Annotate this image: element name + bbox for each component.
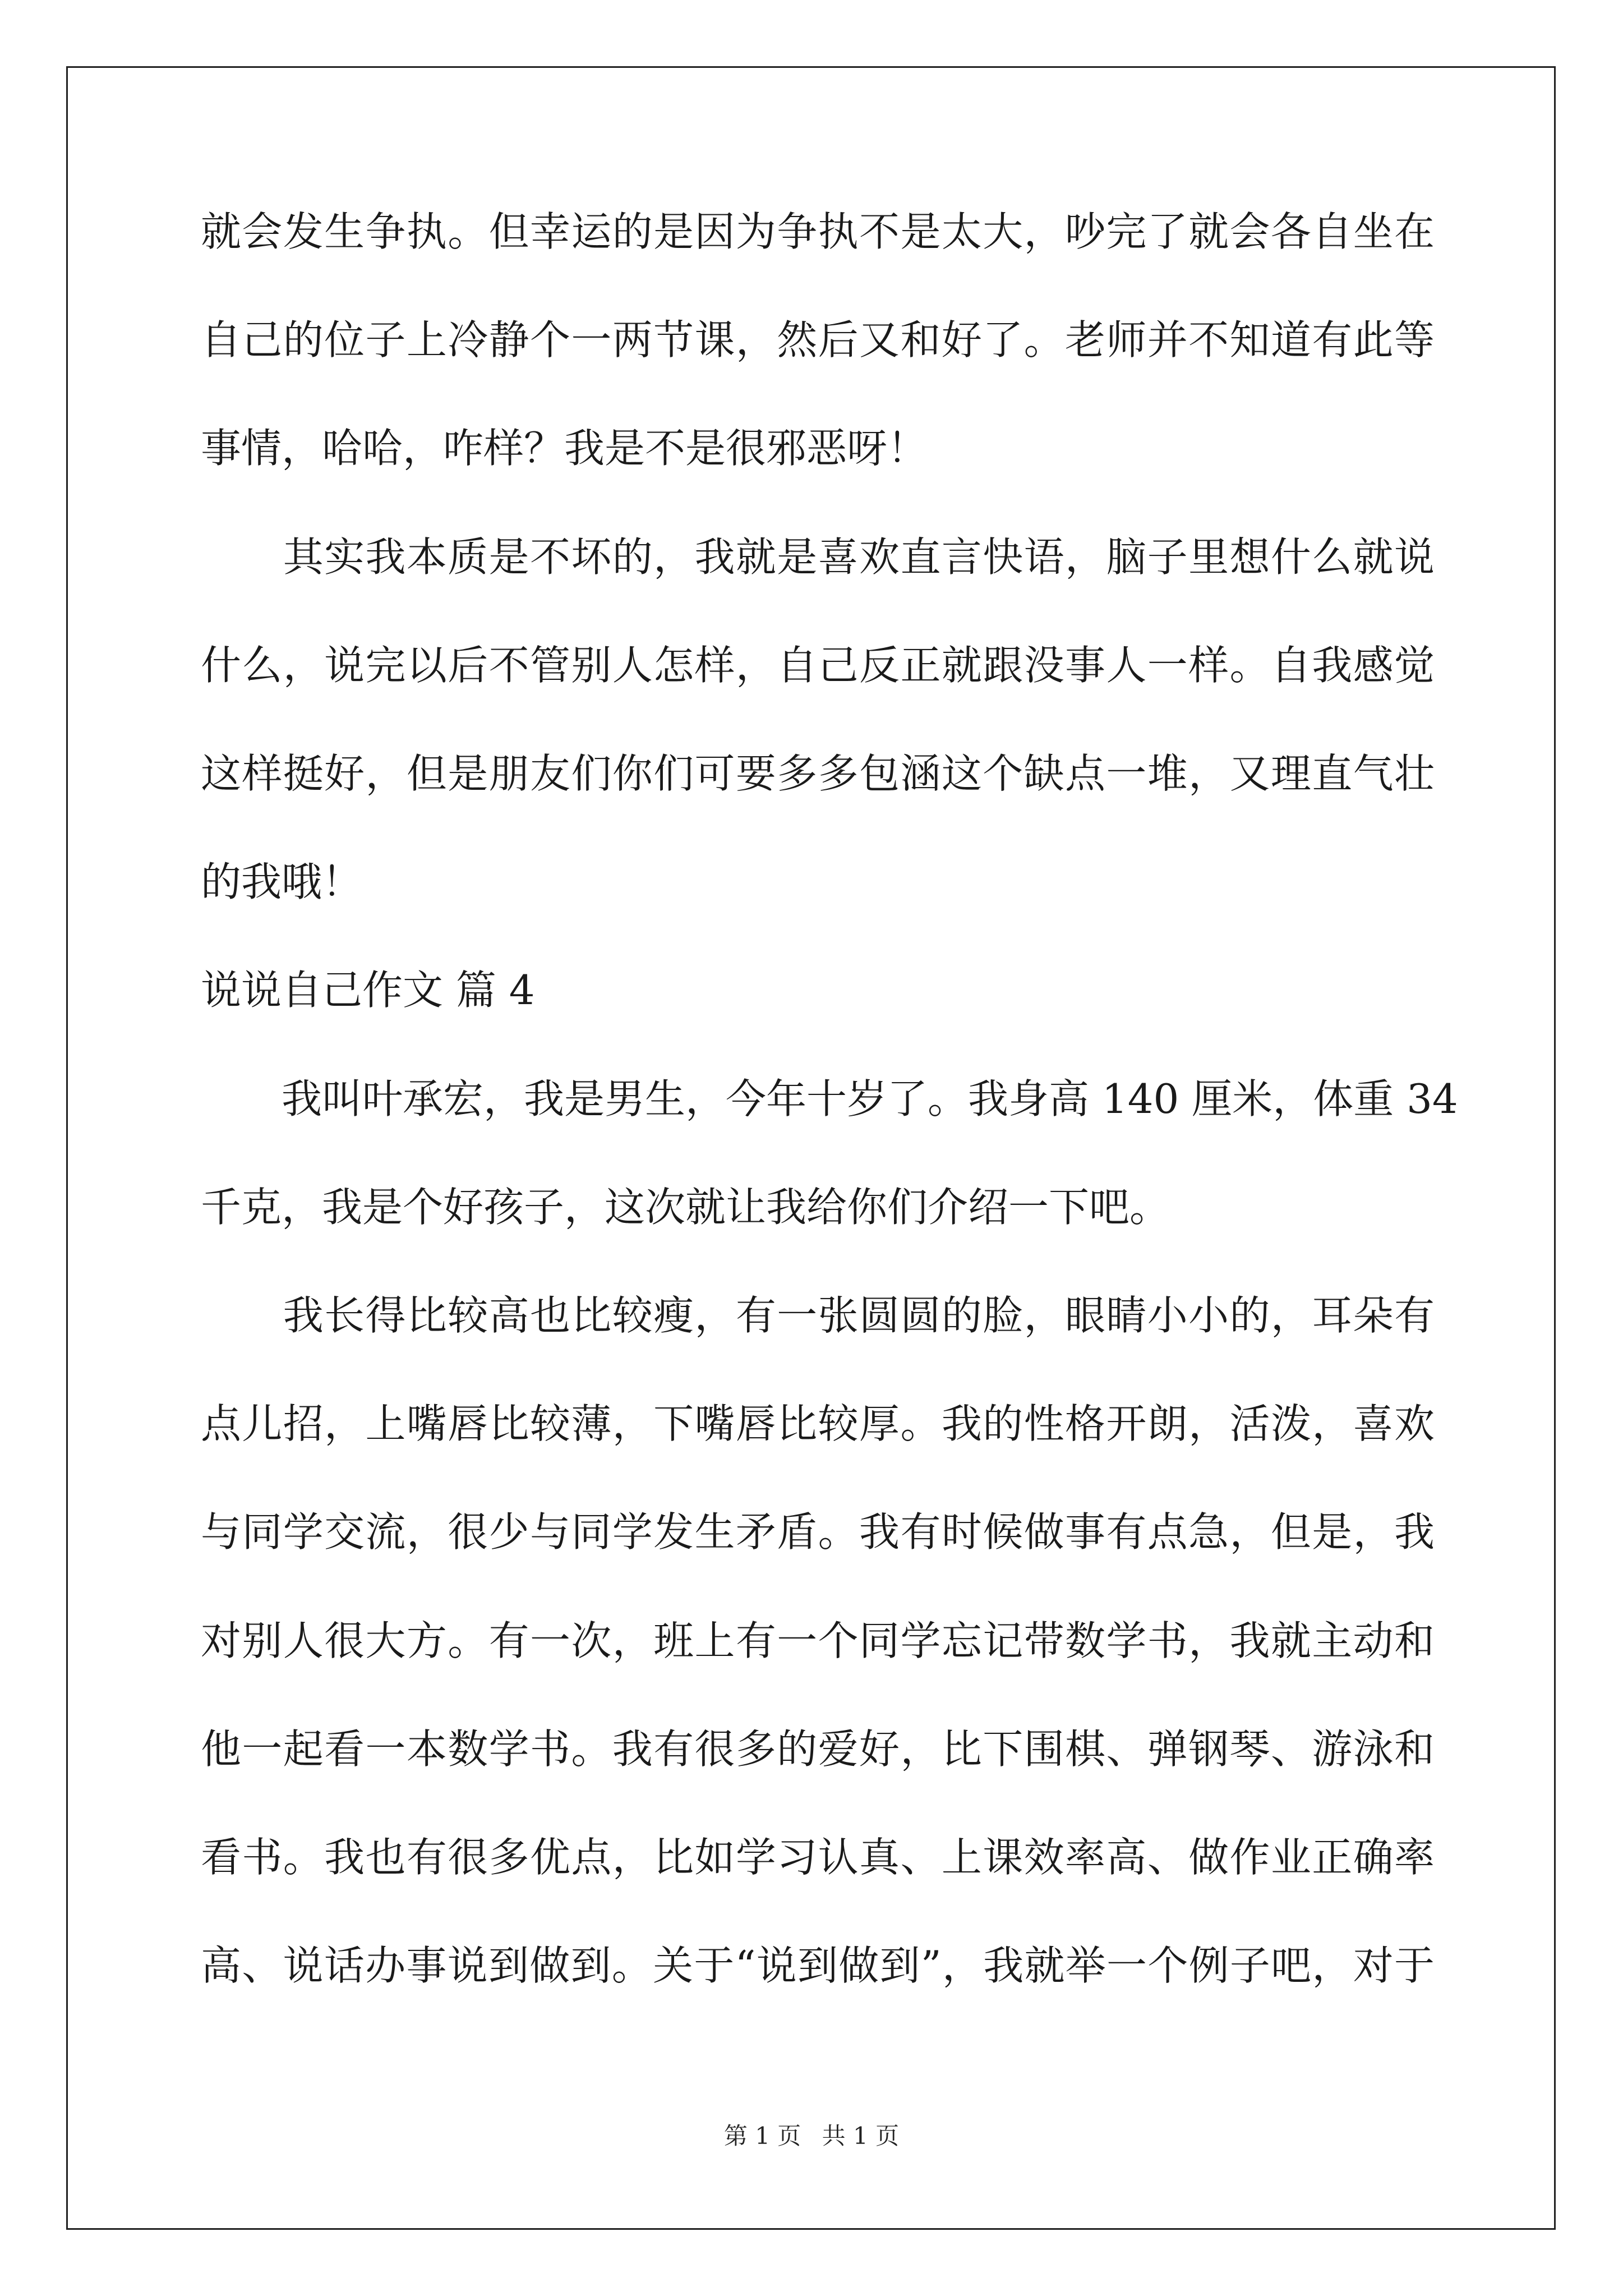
page-footer [0,2118,1623,2151]
page-total: 共 1 页 [822,2122,900,2150]
text-line: 看书。我也有很多优点，比如学习认真、上课效率高、做作业正确率 [201,1834,1435,1881]
page-border [66,66,1556,2230]
page-number: 第 1 页 [723,2122,801,2150]
text-line: 什么，说完以后不管别人怎样，自己反正就跟没事人一样。自我感觉 [201,642,1435,689]
text-line: 就会发生争执。但幸运的是因为争执不是太大，吵完了就会各自坐在 [201,208,1435,255]
text-line: 我叫叶承宏，我是男生，今年十岁了。我身高 140 厘米，体重 34 [201,1075,1458,1122]
section-heading: 说说自己作文 篇 4 [201,967,535,1014]
text-line: 对别人很大方。有一次，班上有一个同学忘记带数学书，我就主动和 [201,1617,1435,1664]
text-line: 千克，我是个好孩子，这次就让我给你们介绍一下吧。 [201,1184,1170,1231]
text-line: 我长得比较高也比较瘦，有一张圆圆的脸，眼睛小小的，耳朵有 [201,1292,1435,1339]
text-line: 点儿招，上嘴唇比较薄，下嘴唇比较厚。我的性格开朗，活泼，喜欢 [201,1400,1435,1447]
text-line: 的我哦！ [201,858,363,905]
text-line: 他一起看一本数学书。我有很多的爱好，比下围棋、弹钢琴、游泳和 [201,1726,1435,1773]
text-line: 与同学交流，很少与同学发生矛盾。我有时候做事有点急，但是，我 [201,1508,1435,1556]
text-line: 自己的位子上冷静个一两节课，然后又和好了。老师并不知道有此等 [201,316,1435,364]
text-line: 高、说话办事说到做到。关于“说到做到”，我就举一个例子吧，对于 [201,1942,1435,1989]
text-line: 事情，哈哈，咋样？我是不是很邪恶呀！ [201,425,928,472]
text-line: 其实我本质是不坏的，我就是喜欢直言快语，脑子里想什么就说 [201,533,1435,581]
text-line: 这样挺好，但是朋友们你们可要多多包涵这个缺点一堆，又理直气壮 [201,750,1435,797]
